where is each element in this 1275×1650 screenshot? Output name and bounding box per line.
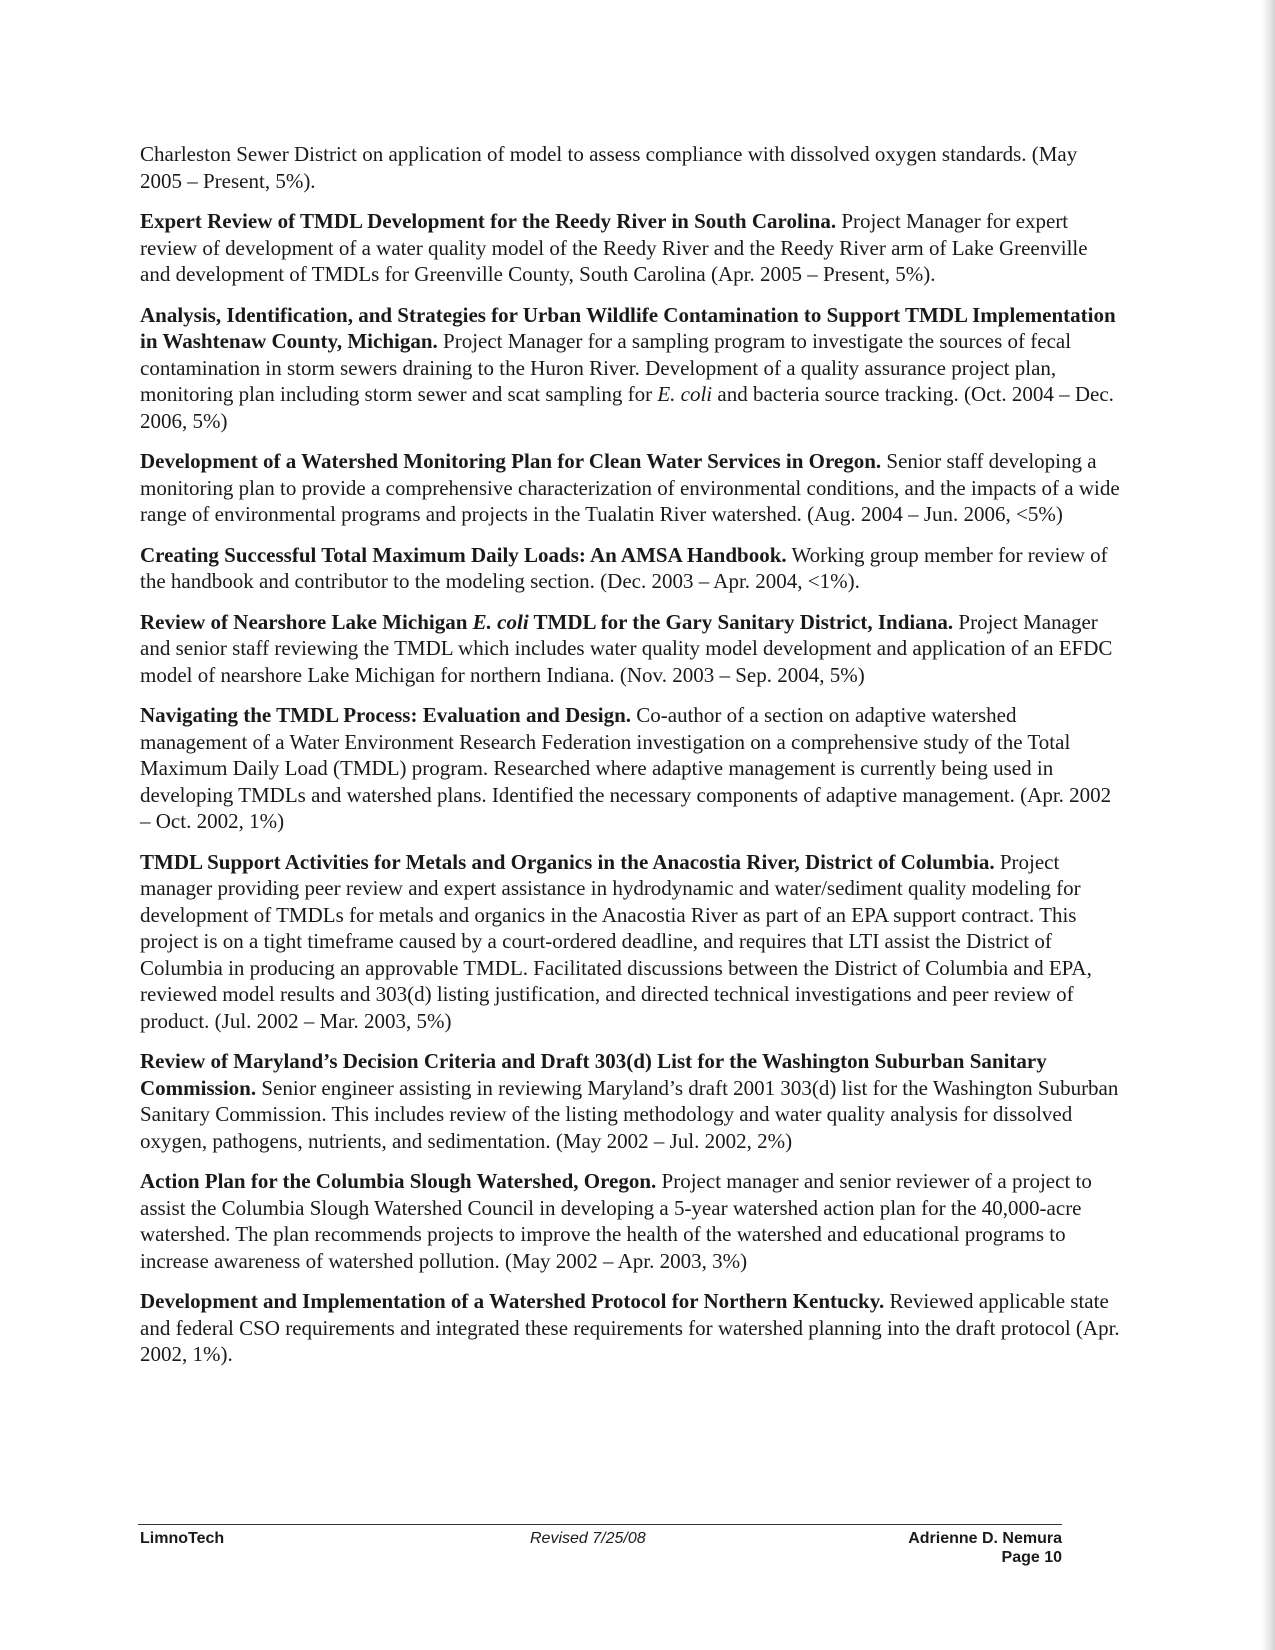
project-entry-columbia-slough xyxy=(140,1168,1122,1274)
project-title: Action Plan for the Columbia Slough Watershed, Oregon. xyxy=(140,1169,657,1193)
footer-revised-date: Revised 7/25/08 xyxy=(530,1530,646,1547)
project-entry-reedy-river xyxy=(140,208,1122,288)
project-description: Project manager providing peer review and expert assistance in hydrodynamic and water/sediment quality modeling for development of TMDLs for metals and organics in the Anacostia River as part of an EPA support contract. This project is on a tight timeframe caused by a court-ordered deadline, and requires that LTI assist the District of Columbia in producing an approvable TMDL. Facilitated discussions between the District of Columbia and EPA, reviewed model results and 303(d) listing justification, and directed technical investigations and peer review of product. (Jul. 2002 – Mar. 2003, 5%) xyxy=(140,849,1092,1033)
project-title: Development and Implementation of a Watershed Protocol for Northern Kentucky. xyxy=(140,1289,885,1313)
project-title: Navigating the TMDL Process: Evaluation and Design. xyxy=(140,703,632,727)
project-entry-amsa-handbook xyxy=(140,542,1122,595)
document-body xyxy=(140,141,1122,1382)
footer-page-number: Page 10 xyxy=(1001,1549,1062,1566)
project-description: Working group member for review of the handbook and contributor to the modeling section. (Dec. 2003 – Apr. 2004, <1%). xyxy=(140,542,1108,593)
project-entry-northern-kentucky xyxy=(140,1288,1122,1368)
project-description: Senior engineer assisting in reviewing Maryland’s draft 2001 303(d) list for the Washington Suburban Sanitary Commission. This includes review of the listing methodology and water quality analysis for dissolved oxygen, pathogens, nutrients, and sedimentation. (May 2002 – Jul. 2002, 2%) xyxy=(140,1075,1119,1153)
project-description: and bacteria source tracking. (Oct. 2004 – Dec. 2006, 5%) xyxy=(140,382,1114,433)
project-description: Reviewed applicable state and federal CSO requirements and integrated these requirements for watershed planning into the draft protocol (Apr. 2002, 1%). xyxy=(140,1289,1120,1366)
project-entry-maryland-303d xyxy=(140,1048,1122,1154)
species-name: E. coli xyxy=(657,382,713,406)
project-entry-washtenaw xyxy=(140,302,1122,435)
continuation-paragraph: Charleston Sewer District on application of model to assess compliance with dissolved oxygen standards. (May 2005 – Present, 5%). xyxy=(140,142,1078,193)
project-description: Project Manager for expert review of development of a water quality model of the Reedy River and the Reedy River arm of Lake Greenville and development of TMDLs for Greenville County, South Carolina (Apr. 2005 – Present, 5%). xyxy=(140,209,1088,286)
footer-author-block xyxy=(908,1529,1062,1567)
species-name: E. coli xyxy=(472,609,529,634)
project-title: Review of Maryland’s Decision Criteria and Draft 303(d) List for the Washington Suburban Sanitary Commission. xyxy=(140,1049,1047,1100)
footer-author: Adrienne D. Nemura xyxy=(908,1530,1062,1547)
project-description: Project Manager and senior staff reviewing the TMDL which includes water quality model development and application of an EFDC model of nearshore Lake Michigan for northern Indiana. (Nov. 2003 – Sep. 2004, 5%) xyxy=(140,609,1113,687)
project-entry-navigating-tmdl xyxy=(140,702,1122,835)
project-title: Development of a Watershed Monitoring Plan for Clean Water Services in Oregon. xyxy=(140,449,882,473)
project-entry-clean-water-services xyxy=(140,448,1122,528)
project-title: Expert Review of TMDL Development for the Reedy River in South Carolina. xyxy=(140,209,837,233)
project-description: Senior staff developing a monitoring plan to provide a comprehensive characterization of environmental conditions, and the impacts of a wide range of environmental programs and projects in the Tualatin River watershed. (Aug. 2004 – Jun. 2006, <5%) xyxy=(140,449,1120,526)
project-description: Co-author of a section on adaptive watershed management of a Water Environment Research Federation investigation on a comprehensive study of the Total Maximum Daily Load (TMDL) program. Researched where adaptive management is currently being used in developing TMDLs and watershed plans. Identified the necessary components of adaptive management. (Apr. 2002 – Oct. 2002, 1%) xyxy=(140,703,1112,833)
project-title: Analysis, Identification, and Strategies for Urban Wildlife Contamination to Support TMDL Implementation in Washtenaw County, Michigan. xyxy=(140,302,1116,353)
project-description: Project manager and senior reviewer of a project to assist the Columbia Slough Watershed Council in developing a 5-year watershed action plan for the 40,000-acre watershed. The plan recommends projects to improve the health of the watershed and educational programs to increase awareness of watershed pollution. (May 2002 – Apr. 2003, 3%) xyxy=(140,1169,1092,1273)
page-edge-shadow xyxy=(1261,0,1275,1650)
project-title: Review of Nearshore Lake Michigan E. coli TMDL for the Gary Sanitary District, Indiana. xyxy=(140,609,954,634)
project-entry-anacostia xyxy=(140,849,1122,1035)
page-footer xyxy=(138,1524,1062,1566)
project-description: Project Manager for a sampling program to investigate the sources of fecal contamination in storm sewers draining to the Huron River. Development of a quality assurance project plan, monitoring plan including storm sewer and scat sampling for xyxy=(140,329,1072,406)
project-title: Creating Successful Total Maximum Daily Loads: An AMSA Handbook. xyxy=(140,542,787,567)
project-title: TMDL Support Activities for Metals and Organics in the Anacostia River, District of Columbia. xyxy=(140,849,995,874)
project-entry-lake-michigan xyxy=(140,609,1122,689)
footer-company: LimnoTech xyxy=(140,1530,225,1547)
